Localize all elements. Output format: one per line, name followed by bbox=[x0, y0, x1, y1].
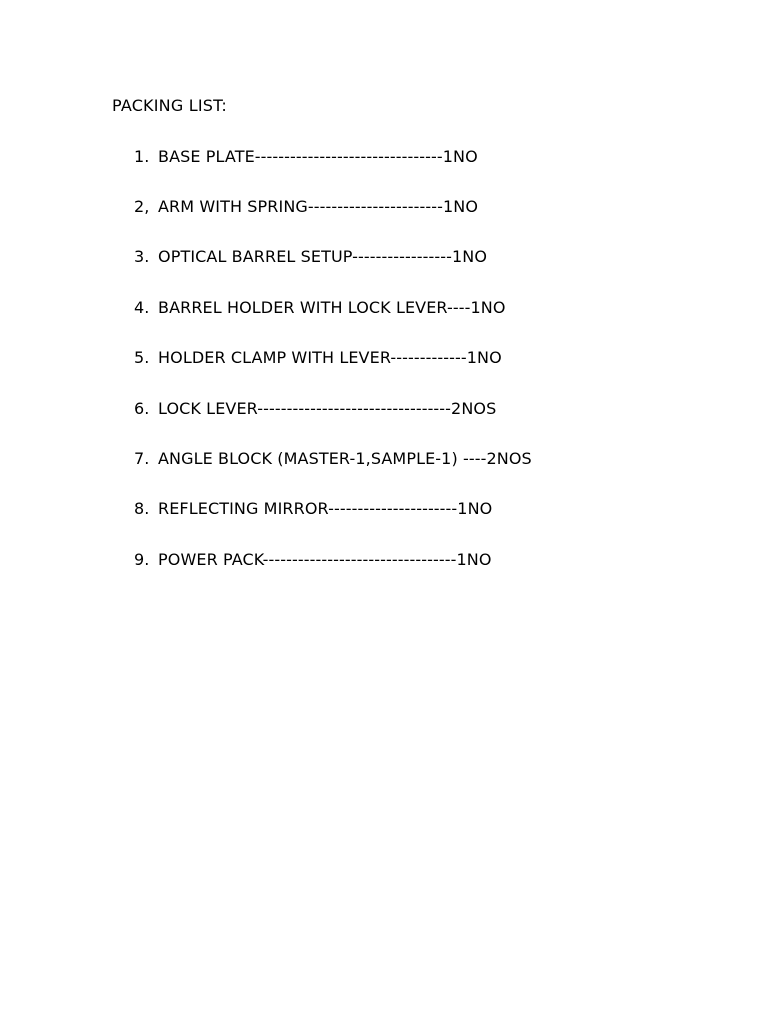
list-item bbox=[134, 246, 487, 268]
item-text: POWER PACK---------------------------------1NO bbox=[158, 550, 492, 569]
item-number: 5. bbox=[134, 348, 150, 367]
list-item bbox=[134, 297, 506, 319]
list-item bbox=[134, 498, 492, 520]
item-number: 7. bbox=[134, 449, 150, 468]
list-item bbox=[134, 398, 496, 420]
list-item bbox=[134, 196, 478, 218]
list-item bbox=[134, 347, 502, 369]
item-number: 1. bbox=[134, 147, 150, 166]
item-number: 8. bbox=[134, 499, 150, 518]
item-number: 4. bbox=[134, 298, 150, 317]
item-text: ANGLE BLOCK (MASTER-1,SAMPLE-1) ----2NOS bbox=[158, 449, 532, 468]
item-number: 6. bbox=[134, 399, 150, 418]
item-text: BARREL HOLDER WITH LOCK LEVER----1NO bbox=[158, 298, 506, 317]
item-text: LOCK LEVER---------------------------------2NOS bbox=[158, 399, 497, 418]
item-number: 9. bbox=[134, 550, 150, 569]
list-item bbox=[134, 146, 478, 168]
packing-list-title: PACKING LIST: bbox=[112, 96, 227, 115]
item-text: ARM WITH SPRING-----------------------1NO bbox=[158, 197, 479, 216]
item-text: BASE PLATE--------------------------------1NO bbox=[158, 147, 478, 166]
item-number: 3. bbox=[134, 247, 150, 266]
list-item bbox=[134, 448, 532, 470]
item-text: OPTICAL BARREL SETUP-----------------1NO bbox=[158, 247, 488, 266]
list-item bbox=[134, 549, 492, 571]
item-number: 2, bbox=[134, 197, 150, 216]
item-text: REFLECTING MIRROR----------------------1NO bbox=[158, 499, 493, 518]
item-text: HOLDER CLAMP WITH LEVER-------------1NO bbox=[158, 348, 502, 367]
